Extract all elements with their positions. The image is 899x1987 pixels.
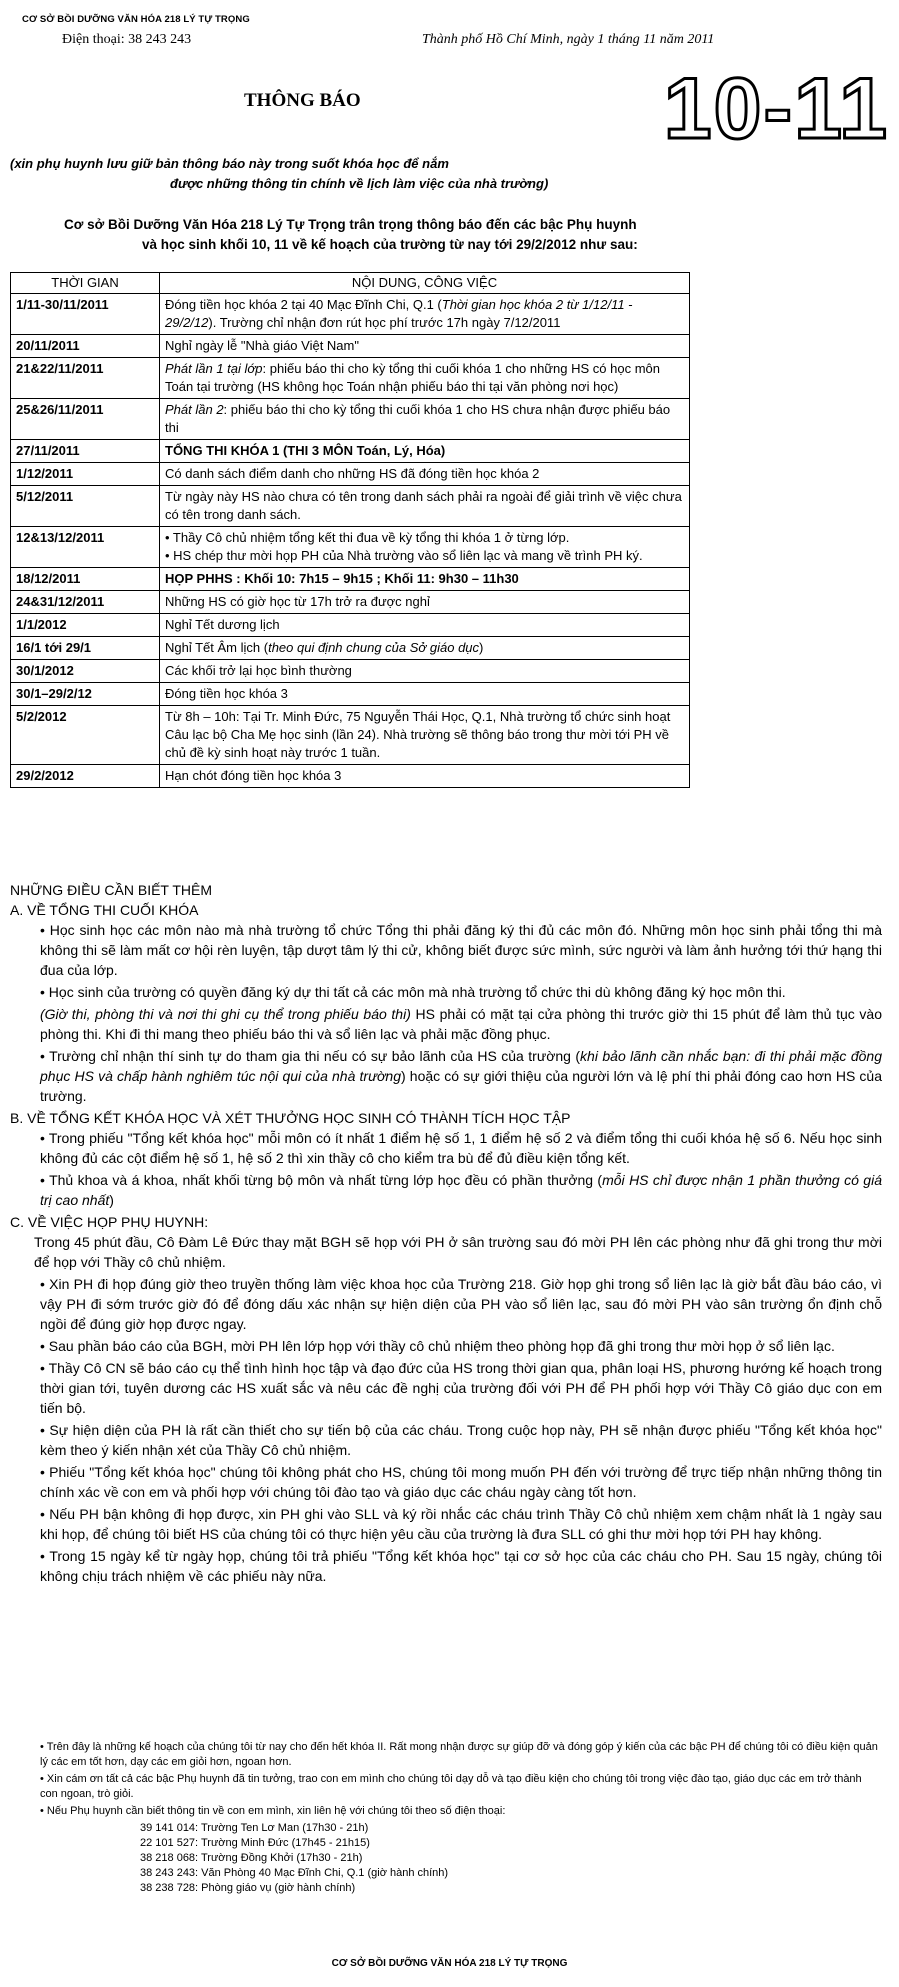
school-name-header: CƠ SỞ BỒI DƯỠNG VĂN HÓA 218 LÝ TỰ TRỌNG <box>22 14 250 25</box>
row-date: 5/12/2011 <box>11 486 160 527</box>
grade-badge: 10-11 <box>663 61 889 157</box>
note-line-1: (xin phụ huynh lưu giữ bản thông báo này trong suốt khóa học để nắm <box>10 156 449 171</box>
section-c-item: • Phiếu "Tổng kết khóa học" chúng tôi không phát cho HS, chúng tôi mong muốn PH đến với trường để trực tiếp nhận những thông tin chính xác về con em và phối hợp với chúng tôi đào tạo và giáo dục các cháu ngày càng tốt hơn. <box>40 1464 882 1500</box>
italic-text: khi bảo lãnh cần nhắc bạn: đi thi phải mặc đồng phục HS và chấp hành nghiêm túc nội qui của nhà trường <box>40 1048 882 1084</box>
table-row <box>11 683 690 706</box>
school-signature: CƠ SỞ BỒI DƯỠNG VĂN HÓA 218 LÝ TỰ TRỌNG <box>331 1958 568 1969</box>
table-row <box>11 463 690 486</box>
row-date: 30/1–29/2/12 <box>11 683 160 706</box>
notes-heading: NHỮNG ĐIỀU CẦN BIẾT THÊM <box>10 882 213 898</box>
section-b-item: • Trong phiếu "Tổng kết khóa học" mỗi môn có ít nhất 1 điểm hệ số 1, 1 điểm hệ số 2 và điểm tổng thi cuối khóa hệ số 6. Nếu học sinh không đủ các cột điểm hệ số 1, hệ số 2 thì xin thầy cô cho kiểm tra bù để đủ điều kiện tổng kết. <box>40 1130 882 1166</box>
contact-line: 38 218 068: Trường Đồng Khởi (17h30 - 21h) <box>140 1852 363 1864</box>
row-date: 27/11/2011 <box>11 440 160 463</box>
contact-line: 22 101 527: Trường Minh Đức (17h45 - 21h15) <box>140 1837 370 1849</box>
section-c-item: • Sự hiện diện của PH là rất cần thiết cho sự tiến bộ của các cháu. Trong cuộc họp này, PH sẽ nhận được phiếu "Tổng kết khóa học" kèm theo ý kiến nhận xét của Thầy Cô chủ nhiệm. <box>40 1422 882 1458</box>
intro-line-2: và học sinh khối 10, 11 về kế hoạch của trường từ nay tới 29/2/2012 như sau: <box>142 237 638 252</box>
content-text: : phiếu báo thi cho kỳ tổng thi cuối khóa 1 cho những HS có học môn Toán tại trường (HS không học Toán nhận phiếu báo thi tại văn phòng nơi học) <box>165 361 660 394</box>
table-row <box>11 440 690 463</box>
table-row <box>11 568 690 591</box>
row-date: 24&31/12/2011 <box>11 591 160 614</box>
row-content: Nghỉ Tết dương lịch <box>160 614 690 637</box>
row-date: 1/12/2011 <box>11 463 160 486</box>
row-content: Những HS có giờ học từ 17h trở ra được nghỉ <box>160 591 690 614</box>
content-text: Đóng tiền học khóa 2 tại 40 Mạc Đĩnh Chi, Q.1 ( <box>165 297 442 312</box>
body-text: ) hoặc có sự giới thiệu của người lớn và lệ phí thi phải đóng cao hơn HS của trường. <box>40 1068 882 1104</box>
row-content <box>160 527 690 568</box>
content-text: : phiếu báo thi cho kỳ tổng thi cuối khóa 1 cho HS chưa nhận được phiếu báo thi <box>165 402 671 435</box>
row-date: 12&13/12/2011 <box>11 527 160 568</box>
closing-note: • Xin cám ơn tất cả các bậc Phụ huynh đã tin tưởng, trao con em mình cho chúng tôi dạy dỗ và tạo điều kiện cho chúng tôi trong việc đào tạo, giáo dục các em trở thành con ngoan, trò giỏi. <box>40 1773 862 1800</box>
table-header-row <box>11 273 690 294</box>
row-content: Đóng tiền học khóa 3 <box>160 683 690 706</box>
row-content: HỌP PHHS : Khối 10: 7h15 – 9h15 ; Khối 11: 9h30 – 11h30 <box>160 568 690 591</box>
contact-line: 39 141 014: Trường Ten Lơ Man (17h30 - 21h) <box>140 1822 369 1834</box>
date-line: Thành phố Hồ Chí Minh, ngày 1 tháng 11 năm 2011 <box>422 32 715 47</box>
section-a-item <box>10 1046 890 1106</box>
row-date: 21&22/11/2011 <box>11 358 160 399</box>
row-content <box>160 358 690 399</box>
content-text: ). Trường chỉ nhận đơn rút học phí trước 17h ngày 7/12/2011 <box>208 315 561 330</box>
table-row <box>11 637 690 660</box>
contact-line: 38 243 243: Văn Phòng 40 Mạc Đĩnh Chi, Q.1 (giờ hành chính) <box>140 1867 449 1879</box>
row-content: TỔNG THI KHÓA 1 (THI 3 MÔN Toán, Lý, Hóa) <box>160 440 690 463</box>
content-text: Nghỉ Tết Âm lịch ( <box>165 640 269 655</box>
table-row <box>11 591 690 614</box>
table-row <box>11 527 690 568</box>
body-text: • Trường chỉ nhận thí sinh tự do tham gia thi nếu có sự bảo lãnh của HS của trường ( <box>40 1048 581 1064</box>
row-content: Có danh sách điểm danh cho những HS đã đóng tiền học khóa 2 <box>160 463 690 486</box>
section-c-item: • Xin PH đi họp đúng giờ theo truyền thống làm việc khoa học của Trường 218. Giờ họp ghi trong sổ liên lạc là giờ bắt đầu báo cáo, vì vậy PH đi sớm trước giờ đó để đóng dấu xác nhận sự hiện diện của PH vào sổ liên lạc, sau đó mời PH vào sân trường ổn định chỗ ngồi để đúng giờ họp được ngay. <box>40 1276 882 1332</box>
table-row <box>11 614 690 637</box>
table-row <box>11 399 690 440</box>
row-date: 29/2/2012 <box>11 765 160 788</box>
section-c-title: C. VỀ VIỆC HỌP PHỤ HUYNH: <box>10 1214 209 1230</box>
document-title: THÔNG BÁO <box>244 90 361 111</box>
section-a-title: A. VỀ TỔNG THI CUỐI KHÓA <box>10 902 199 918</box>
row-content: Các khối trở lại học bình thường <box>160 660 690 683</box>
phone-number: Điện thoại: 38 243 243 <box>62 32 192 47</box>
closing-note: • Nếu Phụ huynh cần biết thông tin về con em mình, xin liên hệ với chúng tôi theo số điện thoại: <box>40 1805 506 1817</box>
additional-notes-section <box>10 880 890 1588</box>
section-b-title: B. VỀ TỔNG KẾT KHÓA HỌC VÀ XÉT THƯỞNG HỌC SINH CÓ THÀNH TÍCH HỌC TẬP <box>10 1110 571 1126</box>
section-c-intro: Trong 45 phút đầu, Cô Đàm Lê Đức thay mặt BGH sẽ họp với PH ở sân trường sau đó mời PH lên các phòng như đã ghi trong thư mời để họp với Thầy cô chủ nhiệm. <box>34 1234 882 1270</box>
row-date: 5/2/2012 <box>11 706 160 765</box>
content-italic: Phát lần 1 tại lớp <box>165 361 263 376</box>
content-italic: Thời gian học khóa 2 từ 1/12/11 - 29/2/12 <box>165 297 633 330</box>
section-b-item <box>10 1170 890 1210</box>
intro-line-1: Cơ sở Bồi Dưỡng Văn Hóa 218 Lý Tự Trọng trân trọng thông báo đến các bậc Phụ huynh <box>64 217 637 232</box>
row-content: Nghỉ ngày lễ "Nhà giáo Việt Nam" <box>160 335 690 358</box>
row-content <box>160 399 690 440</box>
table-row <box>11 765 690 788</box>
section-a-item: • Học sinh học các môn nào mà nhà trường tổ chức Tổng thi phải đăng ký thi đủ các môn đó. Những môn học sinh phải tổng thi mà không thi sẽ làm mất cơ hội rèn luyện, tập dượt tâm lý thi cử, không biết được sức mình, sức người và làm ảnh hưởng tới thứ hạng thi đua của lớp. <box>40 922 882 978</box>
row-date: 20/11/2011 <box>11 335 160 358</box>
row-date: 1/1/2012 <box>11 614 160 637</box>
body-text: • Thủ khoa và á khoa, nhất khối từng bộ môn và nhất từng lớp học đều có phần thưởng ( <box>40 1172 603 1188</box>
section-c-item: • Thầy Cô CN sẽ báo cáo cụ thể tình hình học tập và đạo đức của HS trong thời gian qua, phân loại HS, phương hướng kế hoạch trong thời gian tới, tuyên dương các HS xuất sắc và nêu các đề nghị của trường đối với PH để PH phối hợp với Thầy Cô giáo dục con em tiến bộ. <box>40 1360 882 1416</box>
contact-line: 38 238 728: Phòng giáo vụ (giờ hành chính) <box>140 1882 356 1894</box>
table-row <box>11 335 690 358</box>
body-text: HS phải có mặt tại cửa phòng thi trước giờ thi 15 phút để làm thủ tục vào phòng thi. Khi đi thi mang theo phiếu báo thi và sổ liên lạc và phải mặc đồng phục. <box>40 1006 882 1042</box>
table-row <box>11 706 690 765</box>
content-bullet: • HS chép thư mời họp PH của Nhà trường vào sổ liên lạc và mang về trình PH ký. <box>165 548 643 563</box>
row-date: 18/12/2011 <box>11 568 160 591</box>
closing-notes <box>40 1740 880 1896</box>
row-date: 25&26/11/2011 <box>11 399 160 440</box>
table-row <box>11 486 690 527</box>
section-c-item: • Trong 15 ngày kể từ ngày họp, chúng tôi trả phiếu "Tổng kết khóa học" tại cơ sở học của các cháu cho PH. Sau 15 ngày, chúng tôi không chịu trách nhiệm về các phiếu này nữa. <box>40 1548 882 1584</box>
section-a-item <box>10 1004 890 1044</box>
row-date: 1/11-30/11/2011 <box>11 294 160 335</box>
note-line-2: được những thông tin chính về lịch làm việc của nhà trường) <box>170 176 549 191</box>
row-content: Từ ngày này HS nào chưa có tên trong danh sách phải ra ngoài để giải trình về việc chưa có tên trong danh sách. <box>160 486 690 527</box>
column-header-content: NỘI DUNG, CÔNG VIỆC <box>160 273 690 294</box>
italic-text: (Giờ thi, phòng thi và nơi thi ghi cụ thể trong phiếu báo thi) <box>40 1006 411 1022</box>
row-date: 16/1 tới 29/1 <box>11 637 160 660</box>
body-text: ) <box>109 1192 114 1208</box>
row-content: Từ 8h – 10h: Tại Tr. Minh Đức, 75 Nguyễn Thái Học, Q.1, Nhà trường tổ chức sinh hoạt Câu lạc bộ Cha Mẹ học sinh (lần 24). Nhà trường sẽ thông báo trong thư mời tới PH về chủ đề kỳ sinh hoạt này trước 1 tuần. <box>160 706 690 765</box>
section-c-item: • Sau phần báo cáo của BGH, mời PH lên lớp họp với thầy cô chủ nhiệm theo phòng họp đã ghi trong thư mời họp ở sổ liên lạc. <box>40 1338 835 1354</box>
closing-note: • Trên đây là những kế hoạch của chúng tôi từ nay cho đến hết khóa II. Rất mong nhận được sự giúp đỡ và đóng góp ý kiến của các bậc PH để chúng tôi có điều kiện quản lý các em tốt hơn, dạy các em giỏi hơn, ngoan hơn. <box>40 1741 878 1768</box>
table-row <box>11 358 690 399</box>
content-bullet: • Thầy Cô chủ nhiệm tổng kết thi đua về kỳ tổng thi khóa 1 ở từng lớp. <box>165 530 570 545</box>
content-italic: theo qui định chung của Sở giáo dục <box>268 640 480 655</box>
schedule-table <box>10 272 690 788</box>
content-italic: Phát lần 2 <box>165 402 224 417</box>
column-header-time: THỜI GIAN <box>11 273 160 294</box>
row-content <box>160 294 690 335</box>
table-row <box>11 660 690 683</box>
row-content: Hạn chót đóng tiền học khóa 3 <box>160 765 690 788</box>
row-content <box>160 637 690 660</box>
table-row <box>11 294 690 335</box>
content-text: ) <box>479 640 484 655</box>
section-a-item: • Học sinh của trường có quyền đăng ký dự thi tất cả các môn mà nhà trường tổ chức thi dù không đăng ký học môn thi. <box>40 984 786 1000</box>
section-c-item: • Nếu PH bận không đi họp được, xin PH ghi vào SLL và ký rồi nhắc các cháu trình Thầy Cô chủ nhiệm xem chậm nhất là 1 ngày sau khi họp, để chúng tôi biết HS của chúng tôi có thực hiện yêu cầu của trường là đưa SLL có ghi thư mời họp tới PH hay không. <box>40 1506 882 1542</box>
row-date: 30/1/2012 <box>11 660 160 683</box>
italic-text: mỗi HS chỉ được nhận 1 phần thưởng có giá trị cao nhất <box>40 1172 882 1208</box>
